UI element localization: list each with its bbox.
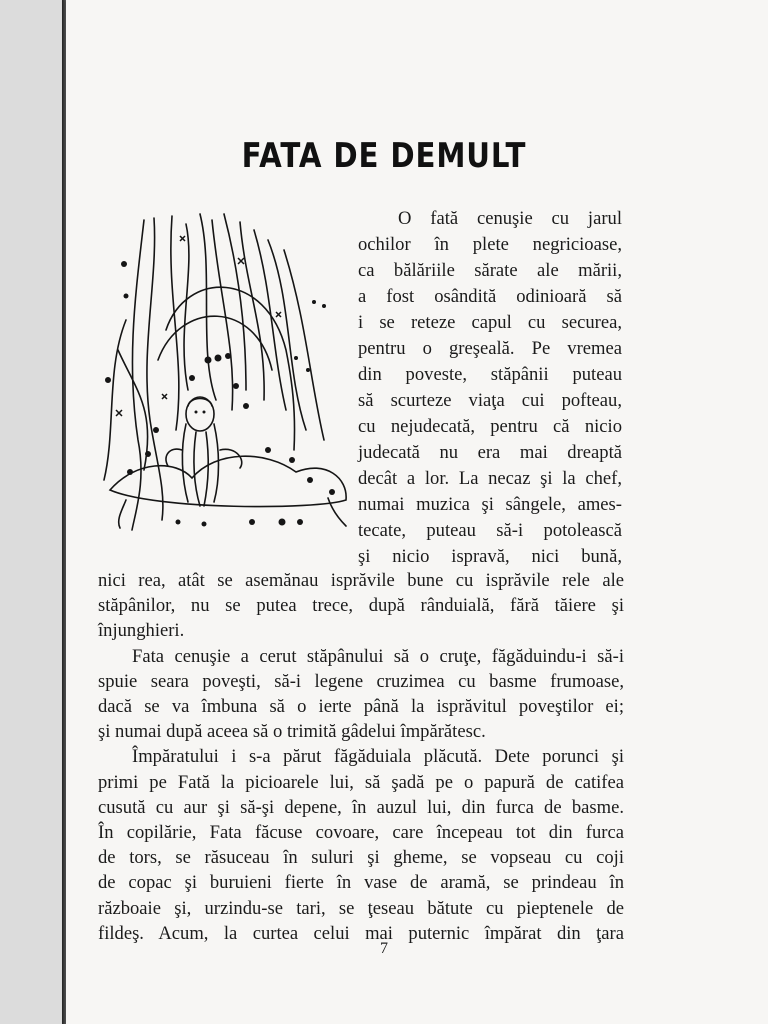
text-line: Fata cenuşie a cerut stăpânului să o cruţe, făgăduindu-i să-i bbox=[132, 645, 624, 667]
chapter-title: FATA DE DEMULT bbox=[241, 136, 527, 176]
text-line: dacă se va îmbuna să o ierte până la isprăvitul poveştilor ei; bbox=[98, 696, 624, 717]
page-number: 7 bbox=[380, 940, 388, 957]
text-line: de tors, se răsuceau în suluri şi gheme, se vopseau cu coji bbox=[98, 847, 624, 869]
text-line: spuie seara poveşti, să-i legene cruzimea cu basme frumoase, bbox=[98, 670, 624, 692]
text-line: a fost osândită odinioară să bbox=[358, 286, 622, 307]
text-line: ochilor în plete negricioase, bbox=[358, 234, 622, 255]
text-line: În copilărie, Fata făcuse covoare, care începeau tot din furca bbox=[98, 822, 624, 843]
girl-illustration bbox=[96, 210, 358, 540]
text-line: de copac şi buruieni fierte în vase de aramă, se prindeau în bbox=[98, 872, 624, 894]
text-line: fildeş. Acum, la curtea celui mai puternic împărat din ţara bbox=[98, 922, 624, 944]
text-line: primi pe Fată la picioarele lui, să şadă pe o papură de catifea bbox=[98, 771, 624, 793]
text-line: judecată nu era mai dreaptă bbox=[358, 442, 622, 463]
text-line: Împăratului i s-a părut făgăduiala plăcută. Dete porunci şi bbox=[132, 746, 624, 768]
text-line: tecate, puteau să-i potolească bbox=[358, 520, 622, 541]
text-line: şi nicio ispravă, nici bună, bbox=[358, 546, 622, 567]
text-line: i se reteze capul cu securea, bbox=[358, 312, 622, 333]
text-line: pentru o greşeală. Pe vremea bbox=[358, 338, 622, 359]
text-line: înjunghieri. bbox=[98, 620, 185, 642]
text-line: ca bălăriile sărate ale mării, bbox=[358, 260, 622, 281]
text-line: să scurteze viaţa cui pofteau, bbox=[358, 390, 622, 411]
text-line: războaie şi, urzindu-se tari, se ţeseau bătute cu pieptenele de bbox=[98, 897, 624, 919]
text-line: din poveste, stăpânii puteau bbox=[358, 364, 622, 385]
text-line: şi numai după aceea să o trimită gâdelui împărătesc. bbox=[98, 721, 486, 743]
text-line: numai muzica şi sângele, ames- bbox=[358, 494, 622, 515]
text-line: stăpânilor, nu se putea trece, după rânduială, fără tăiere şi bbox=[98, 595, 624, 617]
text-line: decât a lor. La necaz şi la chef, bbox=[358, 468, 622, 489]
text-line: O fată cenuşie cu jarul bbox=[398, 208, 622, 229]
text-line: cu nejudecată, pentru că nicio bbox=[358, 416, 622, 437]
text-line: nici rea, atât se asemănau isprăvile bune cu isprăvile rele ale bbox=[98, 570, 624, 591]
text-line: cusută cu aur şi să-şi depene, în auzul lui, din furca de basme. bbox=[98, 796, 624, 818]
